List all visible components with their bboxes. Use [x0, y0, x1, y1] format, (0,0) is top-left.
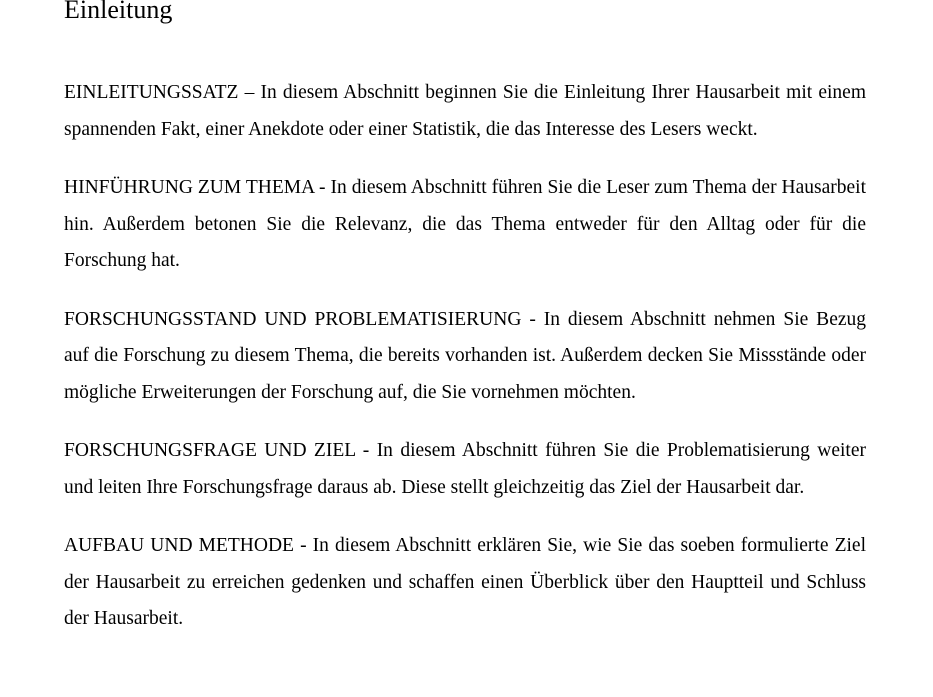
paragraph-forschungsstand: FORSCHUNGSSTAND UND PROBLEMATISIERUNG - In diesem Abschnitt nehmen Sie Bezug auf die Forschung zu diesem Thema, die bereits vorhanden ist. Außerdem decken Sie Missstände oder mögliche Erweiterungen der Forschung auf, die Sie vornehmen möchten. [64, 308, 866, 403]
section-heading: Einleitung [64, 0, 173, 24]
paragraph-einleitungssatz: EINLEITUNGSSATZ – In diesem Abschnitt beginnen Sie die Einleitung Ihrer Hausarbeit mit einem spannenden Fakt, einer Anekdote oder einer Statistik, die das Interesse des Lesers weckt. [64, 82, 866, 140]
paragraph-forschungsfrage: FORSCHUNGSFRAGE UND ZIEL - In diesem Abschnitt führen Sie die Problematisierung weiter und leiten Ihre Forschungsfrage daraus ab. Diese stellt gleichzeitig das Ziel der Hausarbeit dar. [64, 440, 866, 498]
document-page [64, 0, 866, 638]
paragraph-aufbau-methode: AUFBAU UND METHODE - In diesem Abschnitt erklären Sie, wie Sie das soeben formulierte Ziel der Hausarbeit zu erreichen gedenken und schaffen einen Überblick über den Hauptteil und Schluss der Hausarbeit. [64, 535, 866, 630]
paragraph-hinfuehrung: HINFÜHRUNG ZUM THEMA - In diesem Abschnitt führen Sie die Leser zum Thema der Hausarbeit hin. Außerdem betonen Sie die Relevanz, die das Thema entweder für den Alltag oder für die Forschung hat. [64, 176, 866, 272]
